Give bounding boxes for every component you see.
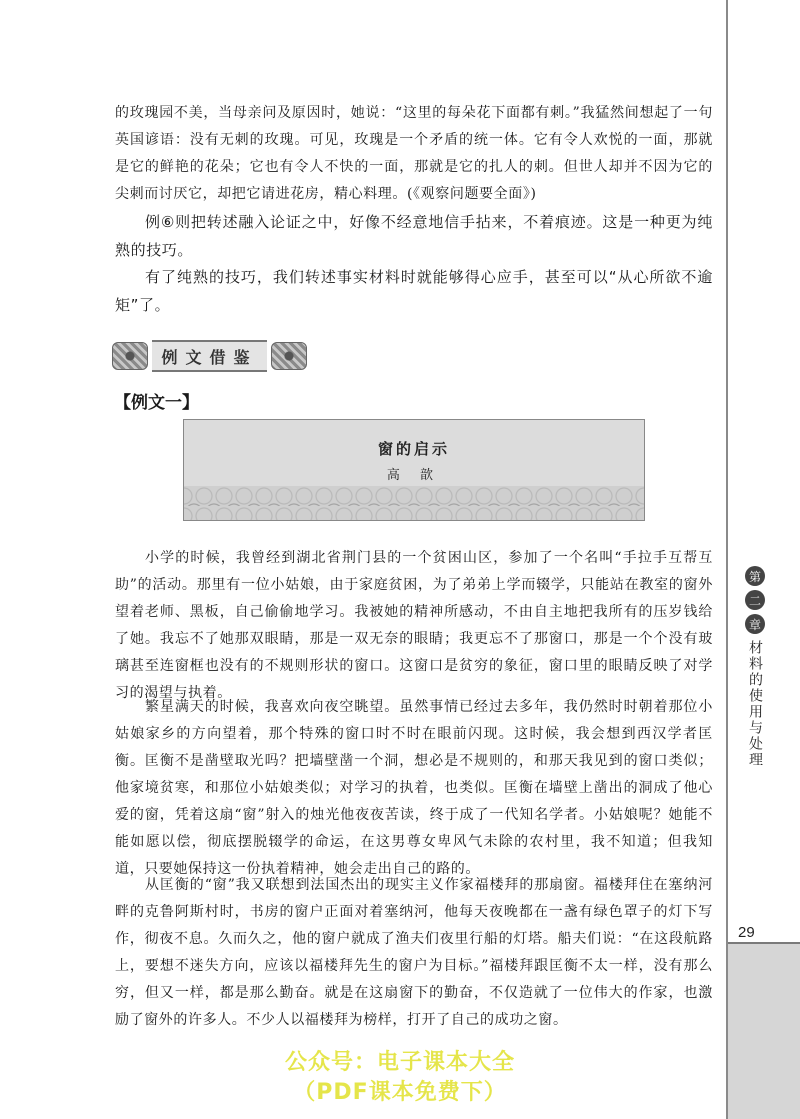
- essay-author: 高 歆: [386, 468, 442, 483]
- chapter-badge-1: 第: [745, 566, 765, 586]
- conclusion-paragraph: 有了纯熟的技巧，我们转述事实材料时就能够得心应手，甚至可以“从心所欲不逾矩”了。: [115, 268, 713, 314]
- section-banner: [112, 340, 307, 372]
- essay-paragraph-1: 小学的时候，我曾经到湖北省荆门县的一个贫困山区，参加了一个名叫“手拉手互帮互助”的活动。那里有一位小姑娘，由于家庭贫困，为了弟弟上学而辍学，只能站在教室的窗外望着老师、黑板，自己偷偷地学习。我被她的精神所感动，不由自主地把我所有的压岁钱给了她。我忘不了她那双眼睛，那是一双无奈的眼睛；我更忘不了那窗口，那是一个个没有玻璃甚至连窗框也没有的不规则形状的窗口。这窗口是贫穷的象征，窗口里的眼睛反映了对学习的渴望与执着。: [115, 550, 713, 701]
- example-label: 【例文一】: [114, 393, 199, 413]
- chapter-title: 材料的使用与处理: [747, 640, 763, 768]
- essay-paragraph-2: 繁星满天的时候，我喜欢向夜空眺望。虽然事情已经过去多年，我仍然时时朝着那位小姑娘家乡的方向望着，那个特殊的窗口时不时在眼前闪现。这时候，我会想到西汉学者匡衡。匡衡不是凿壁取光吗？把墙壁凿一个洞，想必是不规则的，和那天我见到的窗口类似；他家境贫寒，和那位小姑娘类似；对学习的执着，也类似。匡衡在墙壁上凿出的洞成了他心爱的窗，凭着这扇“窗”射入的烛光他夜夜苦读，终于成了一代知名学者。小姑娘呢？她能不能如愿以偿，彻底摆脱辍学的命运，在这男尊女卑风气未除的农村里，我不知道；但我知道，只要她保持这一份执着精神，她会走出自己的路的。: [115, 699, 713, 877]
- ornament-left-icon: [112, 342, 148, 370]
- essay-title-box: [183, 419, 645, 521]
- section-banner-title: 例文借鉴: [152, 340, 267, 372]
- wave-pattern-decoration: [184, 486, 644, 520]
- page-number: 29: [738, 924, 755, 941]
- watermark-line-1: 公众号：电子课本大全: [284, 1050, 515, 1075]
- margin-tab-rule: [728, 942, 800, 944]
- quote-paragraph: 的玫瑰园不美，当母亲问及原因时，她说：“这里的每朵花下面都有刺。”我猛然间想起了一句英国谚语：没有无刺的玫瑰。可见，玫瑰是一个矛盾的统一体。它有令人欢悦的一面，那就是它的鲜艳的花朵；它也有令人不快的一面，那就是它的扎人的刺。但世人却并不因为它的尖刺而讨厌它，却把它请进花房，精心料理。(《观察问题要全面》): [115, 105, 713, 202]
- chapter-badge-2: 二: [745, 590, 765, 610]
- analysis-paragraph: 例⑥则把转述融入论证之中，好像不经意地信手拈来，不着痕迹。这是一种更为纯熟的技巧。: [115, 213, 713, 259]
- essay-title: 窗的启示: [377, 440, 450, 458]
- essay-paragraph-3: 从匡衡的“窗”我又联想到法国杰出的现实主义作家福楼拜的那扇窗。福楼拜住在塞纳河畔的克鲁阿斯村时，书房的窗户正面对着塞纳河，他每天夜晚都在一盏有绿色罩子的灯下写作，彻夜不息。久而久之，他的窗户就成了渔夫们夜里行船的灯塔。船夫们说：“在这段航路上，要想不迷失方向，应该以福楼拜先生的窗户为目标。”福楼拜跟匡衡不太一样，没有那么穷，但又一样，都是那么勤奋。就是在这扇窗下的勤奋，不仅造就了一位伟大的作家，也激励了窗外的许多人。不少人以福楼拜为榜样，打开了自己的成功之窗。: [115, 877, 713, 1028]
- chapter-badges: [744, 566, 766, 634]
- chapter-badge-3: 章: [745, 614, 765, 634]
- watermark-line-2: （PDF课本免费下）: [293, 1080, 507, 1105]
- ornament-right-icon: [271, 342, 307, 370]
